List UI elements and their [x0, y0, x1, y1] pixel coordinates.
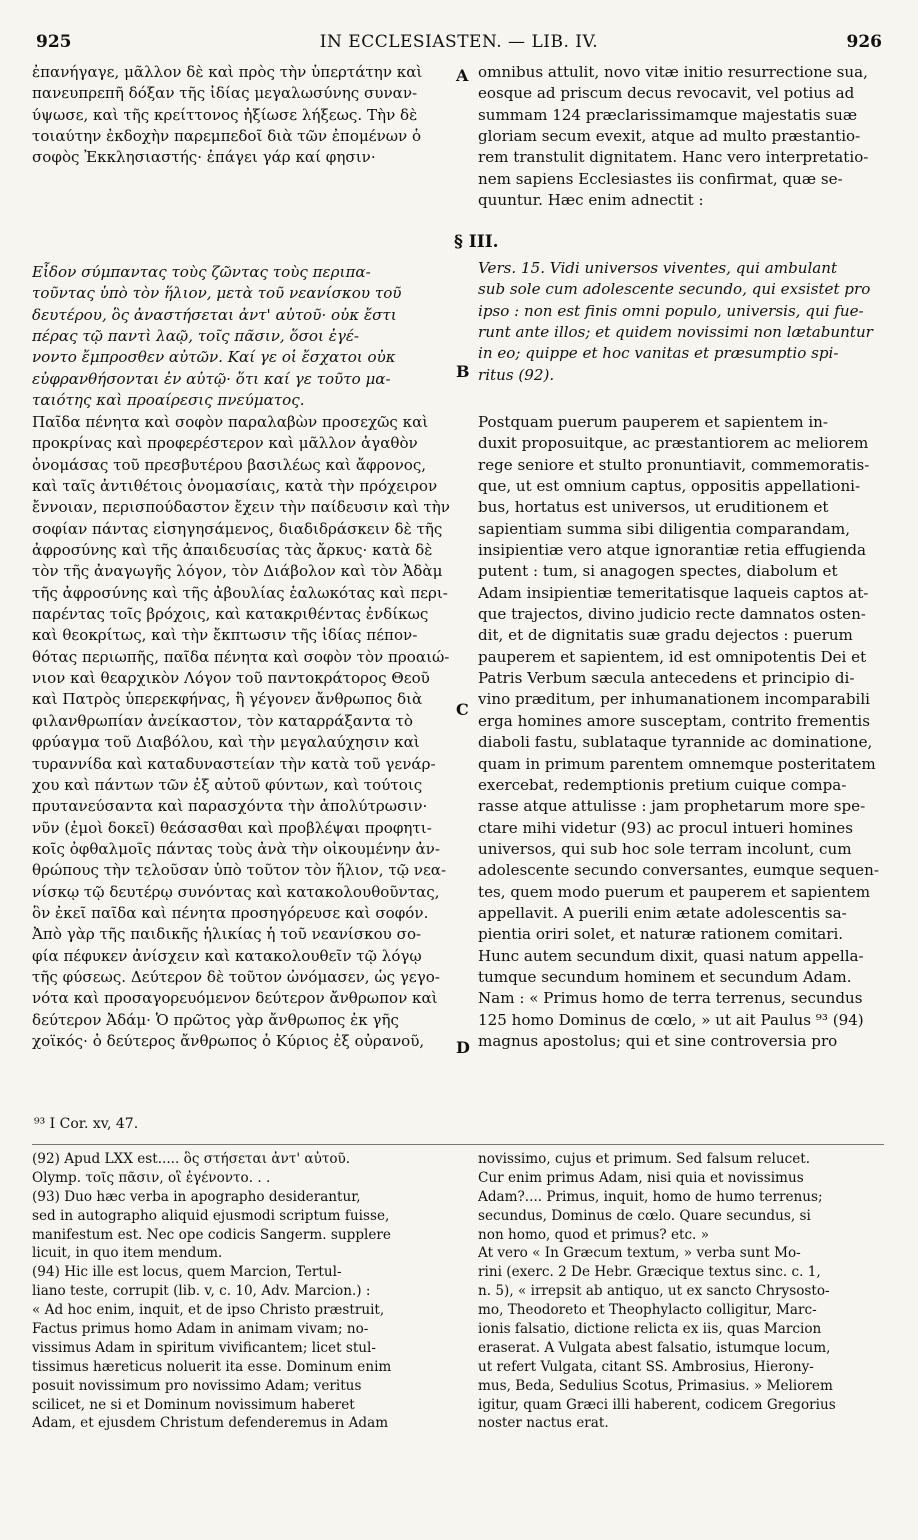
- text-line: πανευπρεπῆ δόξαν τῆς ἰδίας μεγαλωσύνης συναν-: [32, 84, 418, 103]
- text-line: magnus apostolus; qui et sine controversia pro: [478, 1031, 838, 1050]
- text-line: ritus (92).: [478, 365, 555, 384]
- text-line: θρώπους τὴν τελοῦσαν ὑπὸ τοῦτον τὸν ἥλιον, τῷ νεα-: [32, 861, 447, 880]
- text-line: Εἶδον σύμπαντας τοὺς ζῶντας τοὺς περιπα-: [32, 263, 371, 281]
- text-line: erga homines amore susceptam, contrito frementis: [478, 711, 870, 730]
- latin-verse: [478, 258, 884, 386]
- text-line: Postquam puerum pauperem et sapientem in-: [478, 413, 828, 431]
- text-line: adolescente secundo conversantes, eumque sequen-: [478, 861, 879, 880]
- text-line: νιον καὶ θεαρχικὸν Λόγον τοῦ παντοκράτορος Θεοῦ: [32, 669, 430, 688]
- footnote-line: licuit, in quo item mendum.: [32, 1245, 223, 1262]
- footnote-line: sed in autographo aliquid ejusmodi scriptum fuisse,: [32, 1207, 390, 1224]
- footnote-line: eraserat. A Vulgata abest falsatio, istumque locum,: [478, 1339, 831, 1356]
- footnote-line: Olymp. τοῖς πᾶσιν, οἳ ἐγένοντο. . .: [32, 1169, 271, 1186]
- footnote-line: « Ad hoc enim, inquit, et de ipso Christo præstruit,: [32, 1302, 385, 1319]
- footnote-line: vissimus Adam in spiritum vivificantem; licet stul-: [32, 1339, 376, 1356]
- text-line: σοφὸς Ἐκκλησιαστής· ἐπάγει γάρ καί φησιν·: [32, 148, 376, 167]
- margin-letter-a: A: [456, 66, 469, 85]
- text-line: putent : tum, si anagogen spectes, diabolum et: [478, 562, 838, 581]
- text-line: que, ut est omnium captus, oppositis appellationi-: [478, 477, 861, 496]
- text-line: ταιότης καὶ προαίρεσις πνεύματος.: [32, 391, 305, 410]
- text-line: νίσκῳ τῷ δευτέρῳ συνόντας καὶ κατακολουθοῦντας,: [32, 882, 440, 901]
- text-line: φιλανθρωπίαν ἀνείκαστον, τὸν καταρράξαντα τὸ: [32, 711, 413, 730]
- text-line: tumque secundum hominem et secundum Adam.: [478, 967, 852, 986]
- text-line: insipientiæ vero atque ignorantiæ retia effugienda: [478, 541, 867, 560]
- text-line: tes, quem modo puerum et pauperem et sapientem: [478, 882, 871, 901]
- footnote-line: mo, Theodoreto et Theophylacto colligitur, Marc-: [478, 1302, 817, 1319]
- text-line: ἔννοιαν, περισπούδαστον ἔχειν τὴν παίδευσιν καὶ τὴν: [32, 498, 450, 517]
- text-line: ὀνομάσας τοῦ πρεσβυτέρου βασιλέως καὶ ἄφρονος,: [32, 455, 427, 474]
- footnote-line: igitur, quam Græci illi haberent, codicem Gregorius: [478, 1396, 836, 1413]
- text-line: ipso : non est finis omni populo, universis, qui fue-: [478, 301, 864, 320]
- text-line: dit, et de dignitatis suæ gradu dejectos : puerum: [478, 626, 853, 645]
- text-line: appellavit. A puerili enim ætate adolescentis sa-: [478, 903, 847, 922]
- text-line: θότας περιωπῆς, παῖδα πένητα καὶ σοφὸν τὸν προαιώ-: [32, 647, 450, 666]
- text-line: νῦν (ἐμοὶ δοκεῖ) θεάσασθαι καὶ προβλέψαι προφητι-: [32, 818, 432, 837]
- footnote-line: non homo, quod et primus? etc. »: [478, 1226, 710, 1243]
- text-line: vino præditum, per inhumanationem incomparabili: [478, 690, 871, 709]
- text-line: in eo; quippe et hoc vanitas et præsumptio spi-: [478, 344, 839, 363]
- footnote-line: (93) Duo hæc verba in apographo desiderantur,: [32, 1188, 361, 1205]
- footnote-line: manifestum est. Nec ope codicis Sangerm. supplere: [32, 1226, 391, 1243]
- text-line: eosque ad priscum decus revocavit, vel potius ad: [478, 84, 855, 103]
- text-line: νοντο ἔμπροσθεν αὐτῶν. Καί γε οἱ ἔσχατοι οὐκ: [32, 348, 396, 367]
- text-line: Patris Verbum sæcula antecedens et principio di-: [478, 669, 855, 688]
- footnote-line: scilicet, ne si et Dominum novissimum haberet: [32, 1396, 355, 1413]
- footnote-line: mus, Beda, Sedulius Scotus, Primasius. » Meliorem: [478, 1377, 833, 1394]
- text-line: δεύτερον Ἀδάμ· Ὁ πρῶτος γὰρ ἄνθρωπος ἐκ γῆς: [32, 1010, 399, 1029]
- text-line: σοφίαν πάντας εἰσηγησάμενος, διαδιδράσκειν δὲ τῆς: [32, 519, 443, 538]
- page-number-right: 926: [846, 32, 882, 52]
- text-line: χοϊκός· ὁ δεύτερος ἄνθρωπος ὁ Κύριος ἐξ οὐρανοῦ,: [32, 1031, 425, 1050]
- text-line: ctare mihi videtur (93) ac procul intueri homines: [478, 818, 853, 837]
- page-number-left: 925: [36, 32, 72, 52]
- greek-main-text: [32, 412, 450, 1052]
- text-line: diaboli fastu, sublataque tyrannide ac dominatione,: [478, 733, 873, 752]
- greek-text-top: [32, 62, 450, 169]
- text-line: καὶ ταῖς ἀντιθέτοις ὀνομασίαις, κατὰ τὴν πρόχειρον: [32, 477, 438, 496]
- greek-verse: [32, 262, 450, 411]
- text-line: παρέντας τοῖς βρόχοις, καὶ κατακριθέντας ἐνδίκως: [32, 605, 429, 624]
- text-line: πέρας τῷ παντὶ λαῷ, τοῖς πᾶσιν, ὅσοι ἐγέ-: [32, 327, 360, 346]
- text-line: Nam : « Primus homo de terra terrenus, secundus: [478, 989, 863, 1008]
- text-line: rege seniore et stulto pronuntiavit, commemoratis-: [478, 455, 870, 474]
- text-line: nem sapiens Ecclesiastes iis confirmat, quæ se-: [478, 169, 843, 188]
- text-line: Hunc autem secundum dixit, quasi natum appella-: [478, 946, 864, 965]
- text-line: sub sole cum adolescente secundo, qui exsistet pro: [478, 280, 871, 299]
- text-line: rasse atque attulisse : jam prophetarum more spe-: [478, 797, 866, 816]
- text-line: Vers. 15. Vidi universos viventes, qui ambulant: [478, 259, 838, 277]
- footnote-line: tissimus hæreticus noluerit ita esse. Dominum enim: [32, 1358, 392, 1375]
- footnote-line: posuit novissimum pro novissimo Adam; veritus: [32, 1377, 362, 1394]
- footnote-line: noster nactus erat.: [478, 1415, 609, 1432]
- text-line: Παῖδα πένητα καὶ σοφὸν παραλαβὼν προσεχῶς καὶ: [32, 413, 429, 431]
- footnote-line: rini (exerc. 2 De Hebr. Græcique textus sinc. c. 1,: [478, 1264, 821, 1281]
- text-line: εὐφρανθήσονται ἐν αὐτῷ· ὅτι καί γε τοῦτο μα-: [32, 369, 391, 388]
- text-line: ύψωσε, καὶ τῆς κρείττονος ἠξίωσε λήξεως. Τὴν δὲ: [32, 105, 418, 124]
- text-line: bus, hortatus est universos, ut eruditionem et: [478, 498, 829, 517]
- text-line: πρυτανεύσαντα καὶ παρασχόντα τὴν ἀπολύτρωσιν·: [32, 797, 428, 816]
- text-line: universos, qui sub hoc sole terram incolunt, cum: [478, 839, 852, 858]
- footnotes-right: [478, 1150, 884, 1433]
- footnote-line: (92) Apud LXX est..... ὃς στήσεται ἀντ' αὐτοῦ.: [32, 1151, 351, 1167]
- text-line: que trajectos, divino judicio recte damnatos osten-: [478, 605, 866, 624]
- text-line: summam 124 præclarissimamque majestatis suæ: [478, 105, 858, 124]
- text-line: pientia oriri solet, et naturæ rationem comitari.: [478, 925, 844, 944]
- margin-letter-c: C: [456, 700, 469, 719]
- text-line: Adam insipientiæ temeritatisque laqueis captos at-: [478, 583, 869, 602]
- footnote-line: novissimo, cujus et primum. Sed falsum relucet.: [478, 1151, 811, 1167]
- text-line: τῆς φύσεως. Δεύτερον δὲ τοῦτον ὠνόμασεν, ὡς γεγο-: [32, 967, 440, 986]
- footnotes-left: [32, 1150, 452, 1433]
- text-line: rem transtulit dignitatem. Hanc vero interpretatio-: [478, 148, 869, 167]
- text-line: τοιαύτην ἐκδοχὴν παρεμπεδοῖ διὰ τῶν ἐπομένων ὁ: [32, 127, 422, 146]
- text-line: duxit proposuitque, ac præstantiorem ac meliorem: [478, 434, 869, 453]
- footnote-line: secundus, Dominus de cœlo. Quare secundus, si: [478, 1207, 811, 1224]
- footnote-line: n. 5), « irrepsit ab antiquo, ut ex sancto Chrysosto-: [478, 1283, 830, 1300]
- footnote-line: Adam?.... Primus, inquit, homo de humo terrenus;: [478, 1188, 823, 1205]
- footnote-line: Factus primus homo Adam in animam vivam; no-: [32, 1321, 369, 1338]
- text-line: δευτέρου, ὃς ἀναστήσεται ἀντ' αὐτοῦ· οὐκ ἔστι: [32, 305, 397, 324]
- latin-main-text: [478, 412, 884, 1052]
- footnote-line: (94) Hic ille est locus, quem Marcion, Tertul-: [32, 1264, 342, 1281]
- running-head: [30, 32, 888, 54]
- text-line: νότα καὶ προσαγορευόμενον δεύτερον ἄνθρωπον καὶ: [32, 989, 438, 1008]
- text-line: προκρίνας καὶ προφερέστερον καὶ μᾶλλον ἀγαθὸν: [32, 434, 418, 453]
- text-line: ἀφροσύνης καὶ τῆς ἀπαιδευσίας τὰς ἄρκυς· κατὰ δὲ: [32, 541, 433, 560]
- text-line: 125 homo Dominus de cœlo, » ut ait Paulus ⁹³ (94): [478, 1010, 864, 1029]
- margin-letter-d: D: [456, 1038, 470, 1057]
- text-line: τυραννίδα καὶ καταδυναστείαν τὴν κατὰ τοῦ γενάρ-: [32, 754, 436, 773]
- text-line: κοῖς ὀφθαλμοῖς πάντας τοὺς ἀνὰ τὴν οἰκουμένην ἀν-: [32, 839, 440, 858]
- section-heading: § III.: [454, 232, 499, 252]
- text-line: omnibus attulit, novo vitæ initio resurrectione sua,: [478, 63, 868, 81]
- text-line: Ἀπὸ γὰρ τῆς παιδικῆς ἡλικίας ἡ τοῦ νεανίσκου σο-: [32, 925, 422, 944]
- latin-text-top: [478, 62, 884, 211]
- text-line: καὶ Πατρὸς ὑπερεκφήνας, ἣ γέγονεν ἄνθρωπος διὰ: [32, 690, 423, 709]
- text-line: ἐπανήγαγε, μᾶλλον δὲ καὶ πρὸς τὴν ὑπερτάτην καὶ: [32, 63, 423, 81]
- footnote-line: Cur enim primus Adam, nisi quia et novissimus: [478, 1169, 804, 1186]
- text-line: exercebat, redemptionis pretium cuique compa-: [478, 775, 847, 794]
- text-line: φία πέφυκεν ἀνίσχειν καὶ κατακολουθεῖν τῷ λόγῳ: [32, 946, 422, 965]
- scripture-reference: ⁹³ I Cor. xv, 47.: [34, 1116, 139, 1132]
- text-line: quuntur. Hæc enim adnectit :: [478, 191, 704, 210]
- text-line: χου καὶ πάντων τῶν ἐξ αὐτοῦ φύντων, καὶ τούτοις: [32, 775, 423, 794]
- text-line: καὶ θεοκρίτως, καὶ τὴν ἔκπτωσιν τῆς ἰδίας πέπον-: [32, 626, 418, 645]
- running-title: IN ECCLESIASTEN. — LIB. IV.: [319, 32, 599, 52]
- text-line: τοῦντας ὑπὸ τὸν ἥλιον, μετὰ τοῦ νεανίσκου τοῦ: [32, 284, 402, 303]
- footnote-line: Adam, et ejusdem Christum defenderemus in Adam: [32, 1415, 389, 1432]
- text-line: τὸν τῆς ἀναγωγῆς λόγον, τὸν Διάβολον καὶ τὸν Ἀδὰμ: [32, 562, 443, 581]
- text-line: quam in primum parentem omnemque posteritatem: [478, 754, 876, 773]
- footnote-line: At vero « In Græcum textum, » verba sunt Mo-: [478, 1245, 801, 1262]
- text-line: pauperem et sapientem, id est omnipotentis Dei et: [478, 647, 867, 666]
- footnote-divider: [32, 1144, 884, 1145]
- text-line: gloriam secum evexit, atque ad multo præstantio-: [478, 127, 861, 146]
- text-line: sapientiam summa sibi diligentia comparandam,: [478, 519, 851, 538]
- text-line: τῆς ἀφροσύνης καὶ τῆς ἀβουλίας ἑαλωκότας καὶ περι-: [32, 583, 448, 602]
- footnote-line: ionis falsatio, dictione relicta ex iis, quas Marcion: [478, 1321, 822, 1338]
- text-line: φρύαγμα τοῦ Διαβόλου, καὶ τὴν μεγαλαύχησιν καὶ: [32, 733, 420, 752]
- footnote-line: liano teste, corrupit (lib. v, c. 10, Adv. Marcion.) :: [32, 1283, 371, 1300]
- text-line: runt ante illos; et quidem novissimi non lætabuntur: [478, 323, 873, 342]
- text-line: ὃν ἐκεῖ παῖδα καὶ πένητα προσηγόρευσε καὶ σοφόν.: [32, 903, 429, 922]
- margin-letter-b: B: [456, 362, 470, 381]
- footnote-line: ut refert Vulgata, citant SS. Ambrosius, Hierony-: [478, 1358, 814, 1375]
